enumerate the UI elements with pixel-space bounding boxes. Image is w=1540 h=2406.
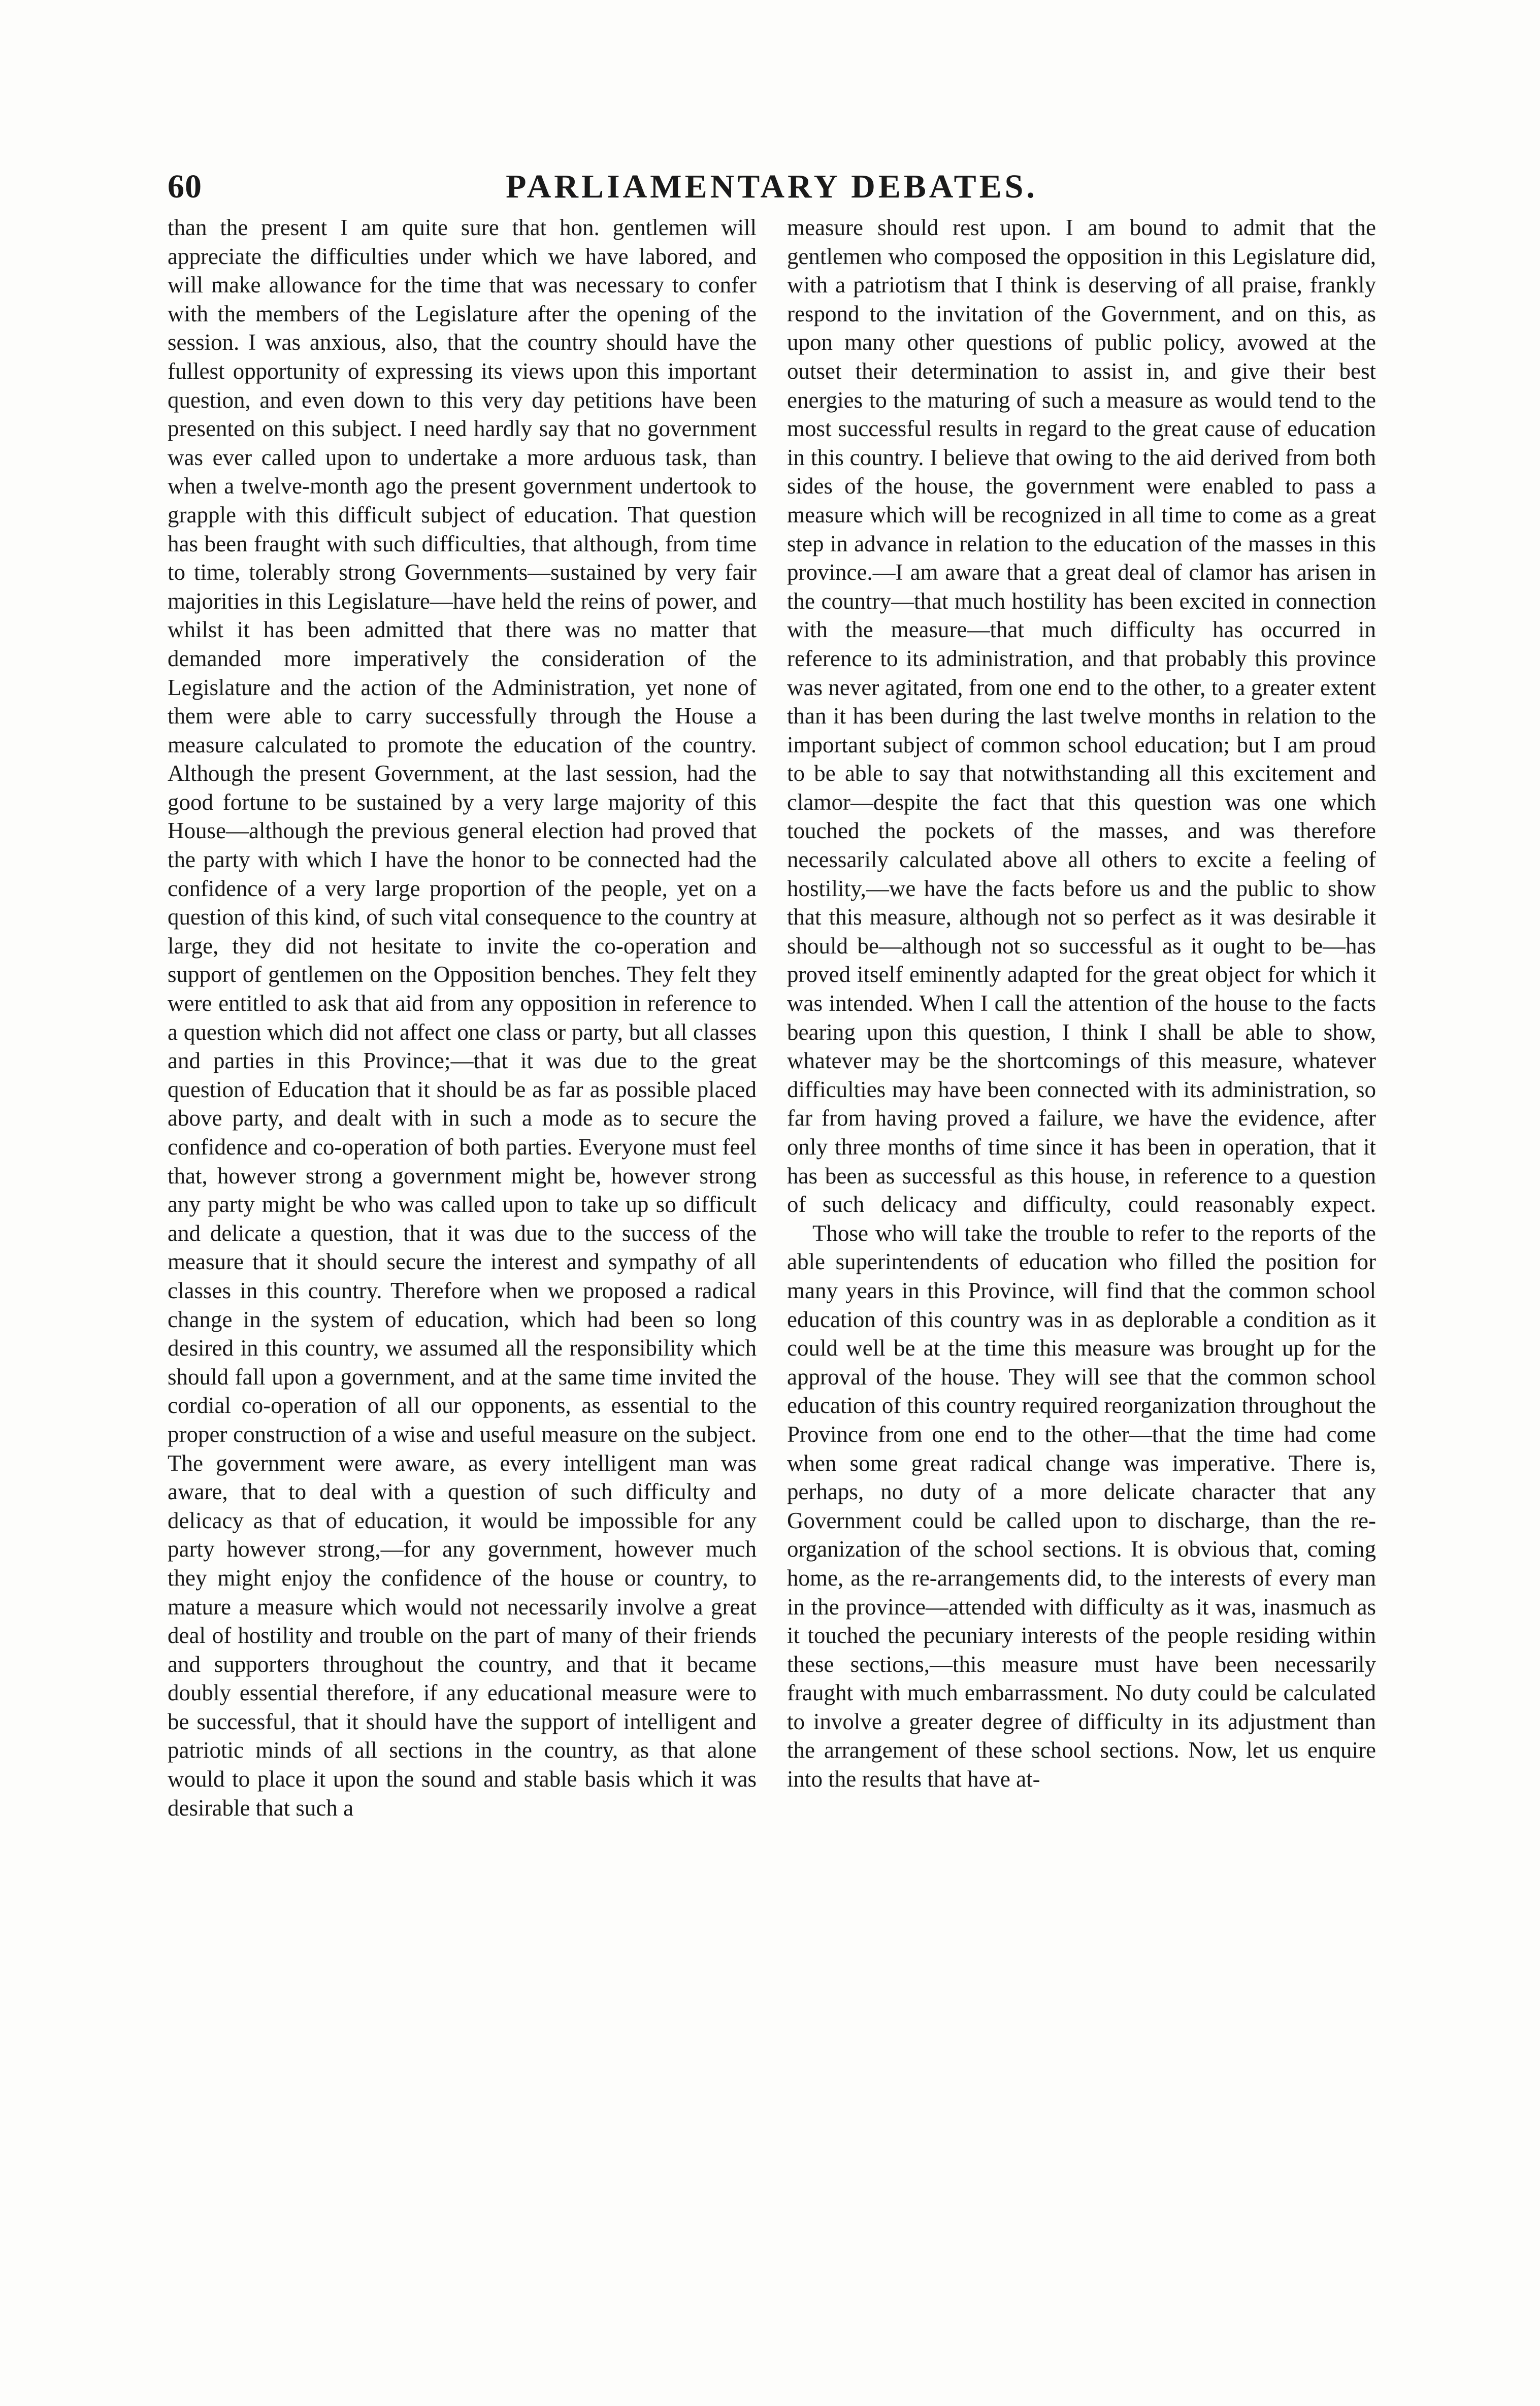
right-column-paragraph: Those who will take the trouble to refer to the reports of the able superintendents of education who filled the position for many years in this Province, will find that the common school education of this country was in as deplorable a condition as it could well be at the time this measure was brought up for the approval of the house. They will see that the common school education of this country required reorganization throughout the Province from one end to the other—that the time had come when some great radical change was imperative. There is, perhaps, no duty of a more delicate character that any Government could be called upon to discharge, than the re-organization of the school sections. It is obvious that, coming home, as the re-arrangements did, to the interests of every man in the province—attended with difficulty as it was, inasmuch as it touched the pecuniary interests of the people residing within these sections,—this measure must have been necessarily fraught with much embarrassment. No duty could be calculated to involve a greater degree of difficulty in its adjustment than the arrangement of these school sections. Now, let us enquire into the results that have at- bbox=[787, 1220, 1376, 1792]
right-column-paragraph: measure should rest upon. I am bound to admit that the gentlemen who composed the opposition in this Legislature did, with a patriotism that I think is deserving of all praise, frankly respond to the invitation of the Government, and on this, as upon many other questions of public policy, avowed at the outset their determination to assist in, and give their best energies to the maturing of such a measure as would tend to the most successful results in regard to the great cause of education in this country. I believe that owing to the aid derived from both sides of the house, the government were enabled to pass a measure which will be recognized in all time to come as a great step in advance in relation to the education of the masses in this province.—I am aware that a great deal of clamor has arisen in the country—that much hostility has been excited in connection with the measure—that much difficulty has occurred in reference to its administration, and that probably this province was never agitated, from one end to the other, to a greater extent than it has been during the last twelve months in relation to the important subject of common school education; but I am proud to be able to say that notwithstanding all this excitement and clamor—despite the fact that this question was one which touched the pockets of the masses, and was therefore necessarily calculated above all others to excite a feeling of hostility,—we have the facts before us and the public to show that this measure, although not so perfect as it was desirable it should be—although not so successful as it ought to be—has proved itself eminently adapted for the great object for which it was intended. When I call the attention of the house to the facts bearing upon this question, I think I shall be able to show, whatever may be the shortcomings of this measure, whatever difficulties may have been connected with its administration, so far from having proved a failure, we have the evidence, after only three months of time since it has been in operation, that it has been as successful as this house, in reference to a question of such delicacy and difficulty, could reasonably expect. bbox=[787, 215, 1376, 1217]
page-number: 60 bbox=[168, 168, 202, 205]
page-header bbox=[168, 168, 1376, 208]
left-column bbox=[168, 213, 757, 2229]
running-head: PARLIAMENTARY DEBATES. bbox=[506, 168, 1038, 205]
text-columns bbox=[168, 213, 1376, 2229]
right-column bbox=[787, 213, 1376, 2229]
left-column-paragraph: than the present I am quite sure that hon. gentlemen will appreciate the difficulties under which we have labored, and will make allowance for the time that was necessary to confer with the members of the Legislature after the opening of the session. I was anxious, also, that the country should have the fullest opportunity of expressing its views upon this important question, and even down to this very day petitions have been presented on this subject. I need hardly say that no government was ever called upon to undertake a more arduous task, than when a twelve-month ago the present government undertook to grapple with this difficult subject of education. That question has been fraught with such difficulties, that although, from time to time, tolerably strong Governments—sustained by very fair majorities in this Legislature—have held the reins of power, and whilst it has been admitted that there was no matter that demanded more imperatively the consideration of the Legislature and the action of the Administration, yet none of them were able to carry successfully through the House a measure calculated to promote the education of the country. Although the present Government, at the last session, had the good fortune to be sustained by a very large majority of this House—although the previous general election had proved that the party with which I have the honor to be connected had the confidence of a very large proportion of the people, yet on a question of this kind, of such vital consequence to the country at large, they did not hesitate to invite the co-operation and support of gentlemen on the Opposition benches. They felt they were entitled to ask that aid from any opposition in reference to a question which did not affect one class or party, but all classes and parties in this Province;—that it was due to the great question of Education that it should be as far as possible placed above party, and dealt with in such a mode as to secure the confidence and co-operation of both parties. Everyone must feel that, however strong a government might be, however strong any party might be who was called upon to take up so difficult and delicate a question, that it was due to the success of the measure that it should secure the interest and sympathy of all classes in this country. Therefore when we proposed a radical change in the system of education, which had been so long desired in this country, we assumed all the responsibility which should fall upon a government, and at the same time invited the cordial co-operation of all our opponents, as essential to the proper construction of a wise and useful measure on the subject. The government were aware, as every intelligent man was aware, that to deal with a question of such difficulty and delicacy as that of education, it would be impossible for any party however strong,—for any government, however much they might enjoy the confidence of the house or country, to mature a measure which would not necessarily involve a great deal of hostility and trouble on the part of many of their friends and supporters throughout the country, and that it became doubly essential therefore, if any educational measure were to be successful, that it should have the support of intelligent and patriotic minds of all sections in the country, as that alone would to place it upon the sound and stable basis which it was desirable that such a bbox=[168, 215, 757, 1821]
